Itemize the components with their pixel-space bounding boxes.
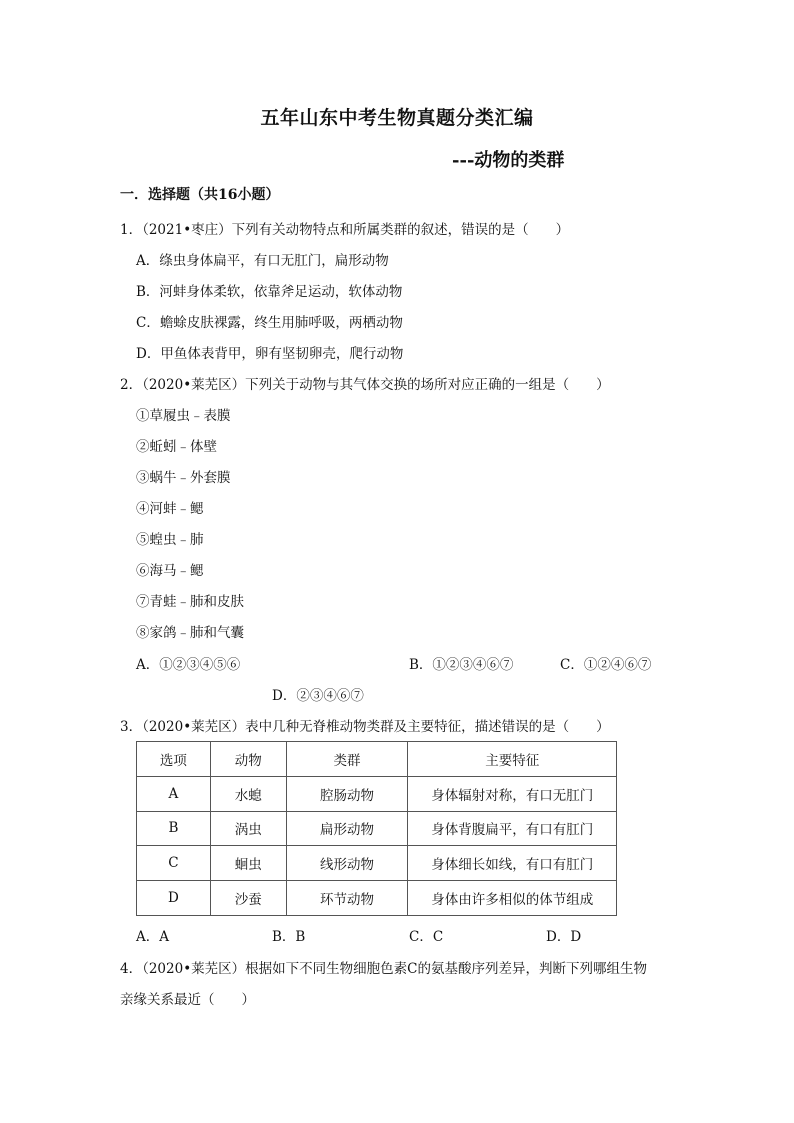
question-2-item: ③蜗牛﹣外套膜 [136,470,231,486]
table-cell: A [137,776,211,811]
question-2-item: ②蚯蚓﹣体壁 [136,439,217,455]
question-2-item: ⑤蝗虫﹣肺 [136,532,204,548]
question-2-option-b: B．①②③④⑥⑦ [409,657,514,673]
question-4-stem: 4．（2020•莱芜区）根据如下不同生物细胞色素C的氨基酸序列差异，判断下列哪组生物 [120,961,647,977]
table-cell: 线形动物 [286,846,408,881]
question-1-option-b: B．河蚌身体柔软，依靠斧足运动，软体动物 [136,284,403,300]
table-cell: 水螅 [210,776,286,811]
table-cell: 扁形动物 [286,811,408,846]
question-2-stem: 2．（2020•莱芜区）下列关于动物与其气体交换的场所对应正确的一组是（ ） [120,377,610,393]
animal-groups-table [136,741,617,916]
table-cell: 涡虫 [210,811,286,846]
table-cell: 环节动物 [286,881,408,916]
table-cell: 沙蚕 [210,881,286,916]
table-row [137,881,617,916]
table-cell: D [137,881,211,916]
table-cell: 身体辐射对称，有口无肛门 [408,776,617,811]
table-row [137,811,617,846]
table-cell: 身体背腹扁平，有口有肛门 [408,811,617,846]
table-cell: 腔肠动物 [286,776,408,811]
table-cell: B [137,811,211,846]
table-row [137,846,617,881]
question-1-option-c: C．蟾蜍皮肤裸露，终生用肺呼吸，两栖动物 [136,315,403,331]
question-3-option-b: B．B [272,929,306,945]
question-1-stem: 1．（2021•枣庄）下列有关动物特点和所属类群的叙述，错误的是（ ） [120,222,570,238]
table-row [137,776,617,811]
table-header-cell: 选项 [137,742,211,777]
question-2-item: ①草履虫﹣表膜 [136,408,231,424]
question-4-stem-continued: 亲缘关系最近（ ） [120,992,255,1008]
question-3-option-d: D．D [546,929,582,945]
table-header-cell: 类群 [286,742,408,777]
table-cell: 身体细长如线，有口有肛门 [408,846,617,881]
question-2-item: ⑥海马﹣鳃 [136,563,204,579]
table-cell: 身体由许多相似的体节组成 [408,881,617,916]
page-subtitle: ---动物的类群 [452,150,565,171]
section-heading: 一．选择题（共16小题） [120,187,280,203]
question-3-option-c: C．C [409,929,444,945]
question-2-option-a: A．①②③④⑤⑥ [136,657,241,673]
question-3-option-a: A．A [136,929,169,945]
question-2-option-d: D．②③④⑥⑦ [272,688,364,704]
question-3-stem: 3．（2020•莱芜区）表中几种无脊椎动物类群及主要特征，描述错误的是（ ） [120,719,610,735]
table-header-cell: 主要特征 [408,742,617,777]
table-cell: C [137,846,211,881]
question-2-item: ④河蚌﹣鳃 [136,501,204,517]
question-2-item: ⑦青蛙﹣肺和皮肤 [136,594,244,610]
question-1-option-a: A．绦虫身体扁平，有口无肛门，扁形动物 [136,253,389,269]
table-header-row [137,742,617,777]
question-1-option-d: D．甲鱼体表背甲，卵有坚韧卵壳，爬行动物 [136,346,404,362]
page-title: 五年山东中考生物真题分类汇编 [260,107,534,129]
question-2-option-c: C．①②④⑥⑦ [560,657,652,673]
table-cell: 蛔虫 [210,846,286,881]
question-2-item: ⑧家鸽﹣肺和气囊 [136,625,244,641]
table-header-cell: 动物 [210,742,286,777]
